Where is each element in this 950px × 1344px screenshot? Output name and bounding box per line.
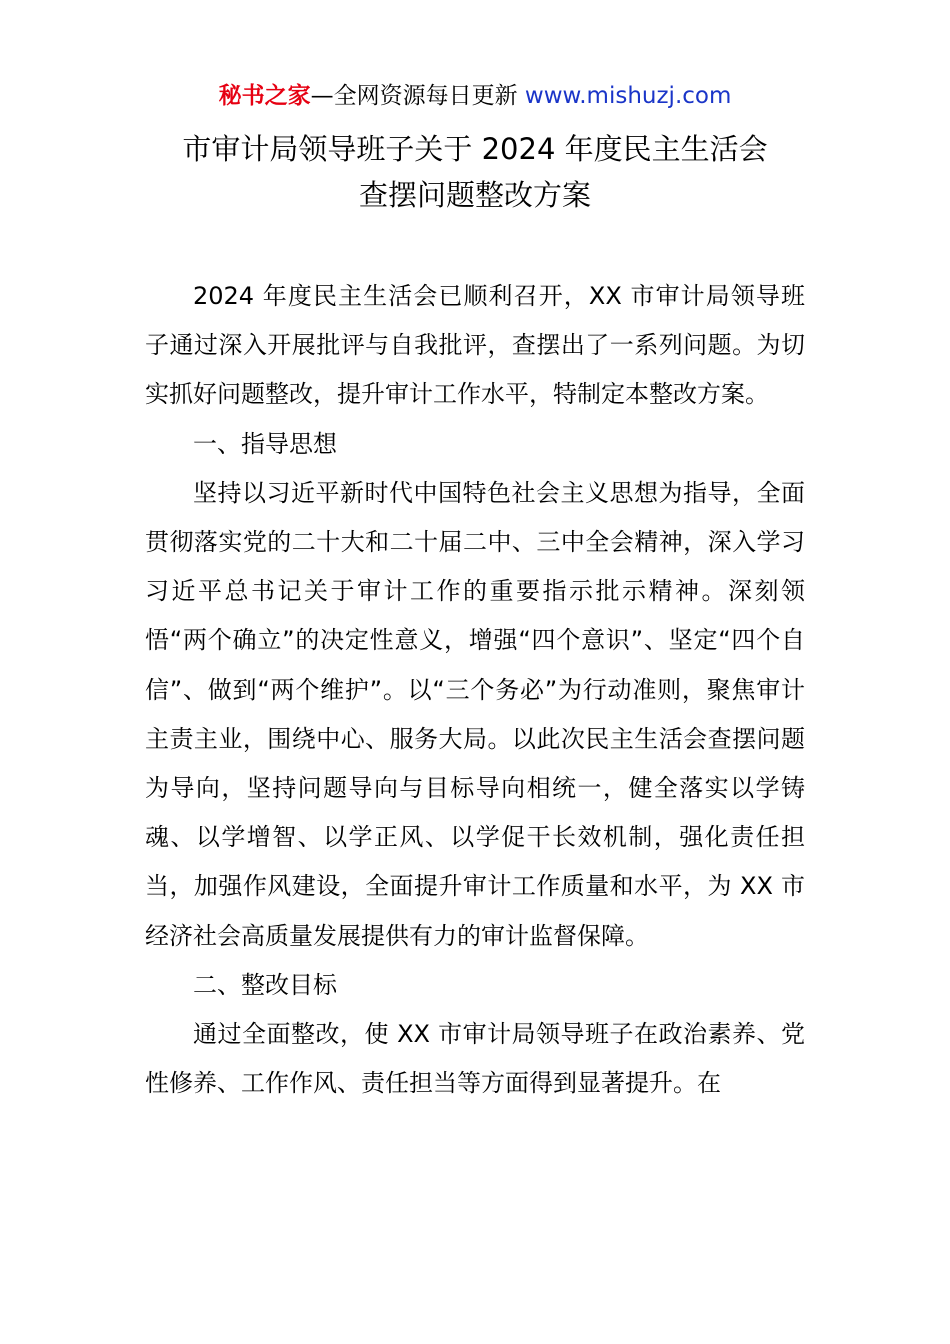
brand-name: 秘书之家 xyxy=(218,83,311,109)
site-banner xyxy=(0,80,950,112)
section-heading-guiding-ideology: 一、指导思想 xyxy=(193,429,337,458)
document-body xyxy=(145,272,805,1108)
section-heading-rectification-goals: 二、整改目标 xyxy=(193,970,337,999)
title-line-2: 查摆问题整改方案 xyxy=(358,178,591,212)
site-url[interactable]: www.mishuzj.com xyxy=(524,83,732,109)
rectification-goals-paragraph: 通过全面整改，使 XX 市审计局领导班子在政治素养、党性修养、工作作风、责任担当等方面得到显著提升。在 xyxy=(145,1020,805,1098)
intro-paragraph: 2024 年度民主生活会已顺利召开，XX 市审计局领导班子通过深入开展批评与自我批评，查摆出了一系列问题。为切实抓好问题整改，提升审计工作水平，特制定本整改方案。 xyxy=(145,282,805,409)
document-title xyxy=(0,126,950,218)
guiding-ideology-paragraph: 坚持以习近平新时代中国特色社会主义思想为指导，全面贯彻落实党的二十大和二十届二中、三中全会精神，深入学习习近平总书记关于审计工作的重要指示批示精神。深刻领悟“两个确立”的决定性意义，增强“四个意识”、坚定“四个自信”、做到“两个维护”。以“三个务必”为行动准则，聚焦审计主责主业，围绕中心、服务大局。以此次民主生活会查摆问题为导向，坚持问题导向与目标导向相统一，健全落实以学铸魂、以学增智、以学正风、以学促干长效机制，强化责任担当，加强作风建设，全面提升审计工作质量和水平，为 XX 市经济社会高质量发展提供有力的审计监督保障。 xyxy=(145,478,805,950)
title-line-1: 市审计局领导班子关于 2024 年度民主生活会 xyxy=(182,132,768,166)
banner-tagline: —全网资源每日更新 xyxy=(310,83,525,109)
